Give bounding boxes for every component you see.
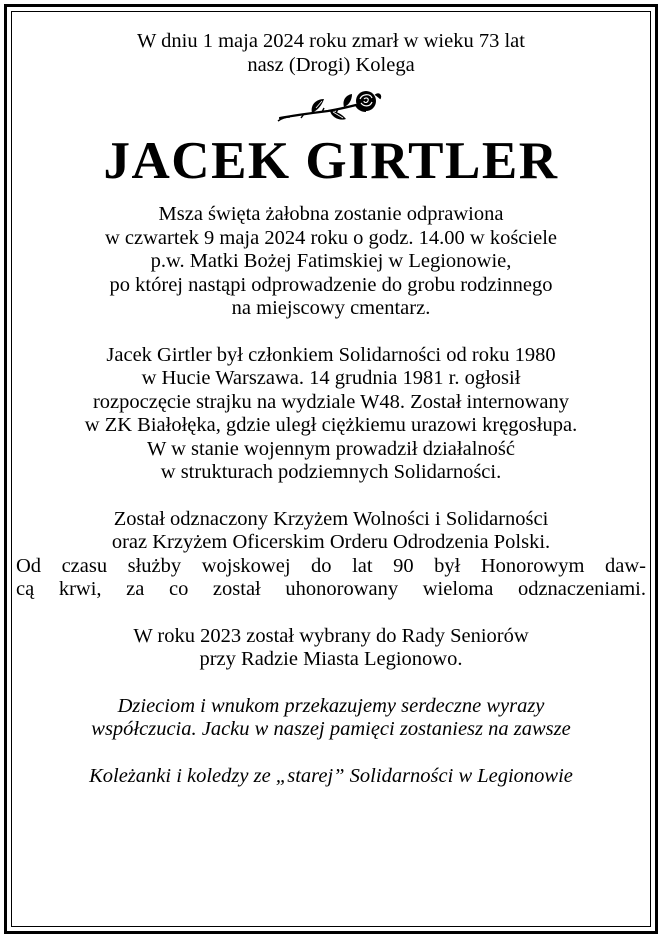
awards-line: oraz Krzyżem Oficerskim Orderu Odrodzenia Polski. bbox=[111, 531, 551, 553]
mass-line: Msza święta żałobna zostanie odprawiona bbox=[158, 203, 504, 225]
rose-icon bbox=[14, 85, 648, 129]
funeral-mass-text bbox=[14, 203, 648, 321]
council-line: W roku 2023 został wybrany do Rady Seniorów bbox=[133, 624, 529, 647]
deceased-name: JACEK GIRTLER bbox=[103, 132, 559, 190]
condolences-text bbox=[14, 695, 648, 742]
signature: Koleżanki i koledzy ze „starej” Solidarności w Legionowie bbox=[89, 764, 573, 787]
council-line: przy Radzie Miasta Legionowo. bbox=[199, 648, 463, 670]
council-text bbox=[14, 625, 648, 672]
mass-line: p.w. Matki Bożej Fatimskiej w Legionowie, bbox=[150, 250, 512, 272]
biography-text bbox=[14, 344, 648, 485]
awards-line: Został odznaczony Krzyżem Wolności i Solidarności bbox=[113, 507, 549, 530]
bio-line: w ZK Białołęka, gdzie uległ ciężkiemu urazowi kręgosłupa. bbox=[84, 414, 578, 436]
condolences-line: Dzieciom i wnukom przekazujemy serdeczne wyrazy bbox=[117, 694, 545, 717]
mass-line: na miejscowy cmentarz. bbox=[231, 297, 431, 319]
mass-line: w czwartek 9 maja 2024 roku o godz. 14.00 w kościele bbox=[104, 226, 557, 249]
awards-line: cą krwi, za co został uhonorowany wieloma odznaczeniami. bbox=[16, 578, 646, 600]
intro-line: W dniu 1 maja 2024 roku zmarł w wieku 73 lat bbox=[137, 30, 525, 52]
awards-line: Od czasu służby wojskowej do lat 90 był Honorowym daw- bbox=[16, 554, 646, 577]
bio-line: rozpoczęcie strajku na wydziale W48. Został internowany bbox=[92, 390, 570, 413]
bio-line: w strukturach podziemnych Solidarności. bbox=[160, 461, 502, 483]
intro-text bbox=[14, 30, 648, 77]
intro-line: nasz (Drogi) Kolega bbox=[247, 53, 415, 76]
awards-text bbox=[14, 508, 648, 602]
mass-line: po której nastąpi odprowadzenie do grobu rodzinnego bbox=[109, 273, 553, 296]
bio-line: w Hucie Warszawa. 14 grudnia 1981 r. ogłosił bbox=[141, 367, 521, 389]
bio-line: Jacek Girtler był członkiem Solidarności od roku 1980 bbox=[106, 343, 556, 366]
obituary-notice bbox=[14, 30, 648, 788]
condolences-line: współczucia. Jacku w naszej pamięci zostaniesz na zawsze bbox=[91, 718, 571, 740]
bio-line: W w stanie wojennym prowadził działalność bbox=[147, 437, 515, 460]
